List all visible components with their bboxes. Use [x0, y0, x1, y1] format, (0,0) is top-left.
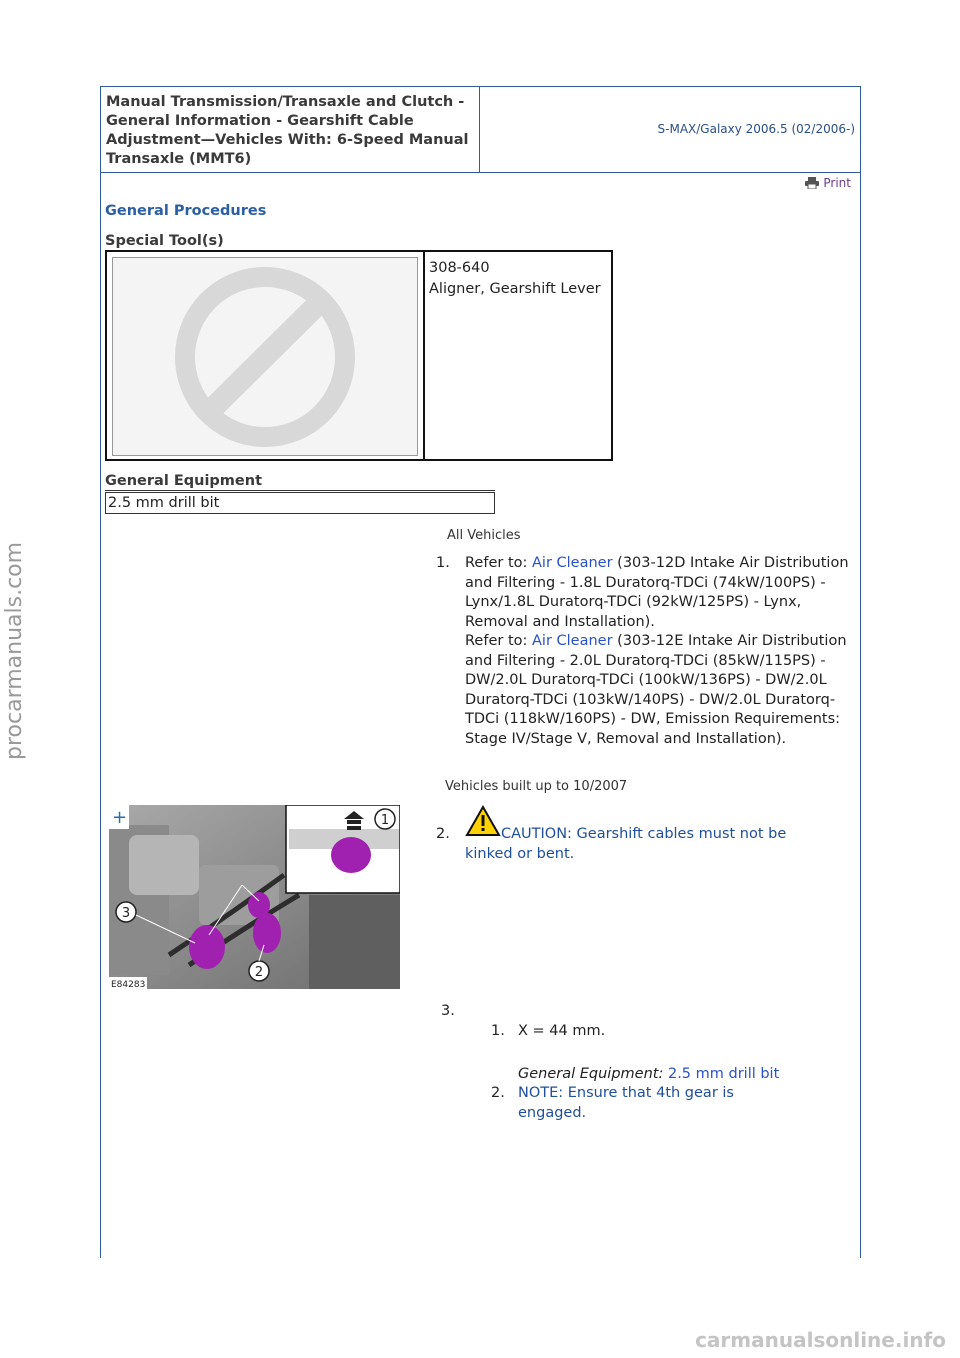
figure-code: E84283: [111, 980, 146, 989]
no-image-icon: [113, 258, 417, 455]
bottom-watermark: carmanualsonline.info: [695, 1328, 946, 1352]
step-3-2-note: NOTE: Ensure that 4th gear is engaged.: [518, 1085, 734, 1121]
tool-image-placeholder: [112, 257, 418, 456]
svg-text:+: +: [112, 807, 128, 828]
step-3-equipment: [518, 1065, 779, 1085]
callout-3: 3: [121, 906, 131, 921]
special-tools-table: [105, 250, 613, 461]
header-divider: [479, 87, 480, 173]
equipment-rule: [105, 490, 495, 491]
section-title: General Procedures: [105, 203, 267, 219]
step-1-number: 1.: [436, 555, 450, 571]
group-vehicles-up-to-2007: Vehicles built up to 10/2007: [445, 779, 628, 794]
step-3-1-text: X = 44 mm.: [518, 1023, 606, 1039]
step-3-equipment-label: General Equipment:: [518, 1066, 664, 1082]
tool-description: [429, 258, 601, 300]
gearshift-cable-illustration: [109, 805, 400, 989]
step-1b-rest: (303-12E Intake Air Distribution and Filtering - 2.0L Duratorq-TDCi (85kW/115PS) - DW/2.0L Duratorq-TDCi (100kW/136PS) - DW/2.0L Duratorq-TDCi (103kW/140PS) - DW/2.0L Duratorq-TDCi (118kW/160PS) - DW, Emission Requirements: Stage IV/Stage V, Removal and Installation).: [465, 633, 847, 747]
tool-name: Aligner, Gearshift Lever: [429, 281, 601, 297]
step-3-number: 3.: [441, 1003, 455, 1019]
callout-1: 1: [380, 813, 390, 828]
page-header: [101, 87, 860, 173]
page-title: Manual Transmission/Transaxle and Clutch - General Information - Gearshift Cable Adjustment—Vehicles With: 6-Speed Manual Transaxle (MMT6): [106, 94, 469, 167]
group-all-vehicles: All Vehicles: [447, 528, 521, 543]
equipment-item: 2.5 mm drill bit: [105, 492, 495, 514]
step-1b-prefix: Refer to:: [465, 633, 532, 649]
step-3-2-number: 2.: [491, 1085, 505, 1101]
step-2-photo: [109, 805, 400, 989]
air-cleaner-link-1[interactable]: Air Cleaner: [532, 555, 613, 571]
print-button[interactable]: [805, 176, 851, 190]
tool-number: 308-640: [429, 260, 490, 276]
step-2-caution: CAUTION: Gearshift cables must not be kinked or bent.: [465, 826, 787, 862]
callout-2: 2: [254, 965, 264, 980]
vehicle-model: S-MAX/Galaxy 2006.5 (02/2006-): [657, 122, 855, 136]
print-label: Print: [823, 176, 851, 190]
page-frame: [100, 86, 861, 1258]
step-1a-prefix: Refer to:: [465, 555, 532, 571]
step-2-number: 2.: [436, 826, 450, 842]
printer-icon: [805, 177, 819, 189]
step-1-text: [465, 554, 855, 749]
step-3-1-number: 1.: [491, 1023, 505, 1039]
step-1a-rest: (303-12D Intake Air Distribution and Filtering - 1.8L Duratorq-TDCi (74kW/100PS) - Lynx/1.8L Duratorq-TDCi (92kW/125PS) - Lynx, Removal and Installation).: [465, 555, 849, 630]
tool-table-divider: [423, 252, 425, 459]
general-equipment-heading: General Equipment: [105, 473, 263, 489]
side-watermark: procarmanuals.com: [2, 541, 27, 760]
drill-bit-link[interactable]: 2.5 mm drill bit: [667, 1066, 780, 1082]
special-tools-heading: Special Tool(s): [105, 233, 224, 249]
air-cleaner-link-2[interactable]: Air Cleaner: [532, 633, 613, 649]
